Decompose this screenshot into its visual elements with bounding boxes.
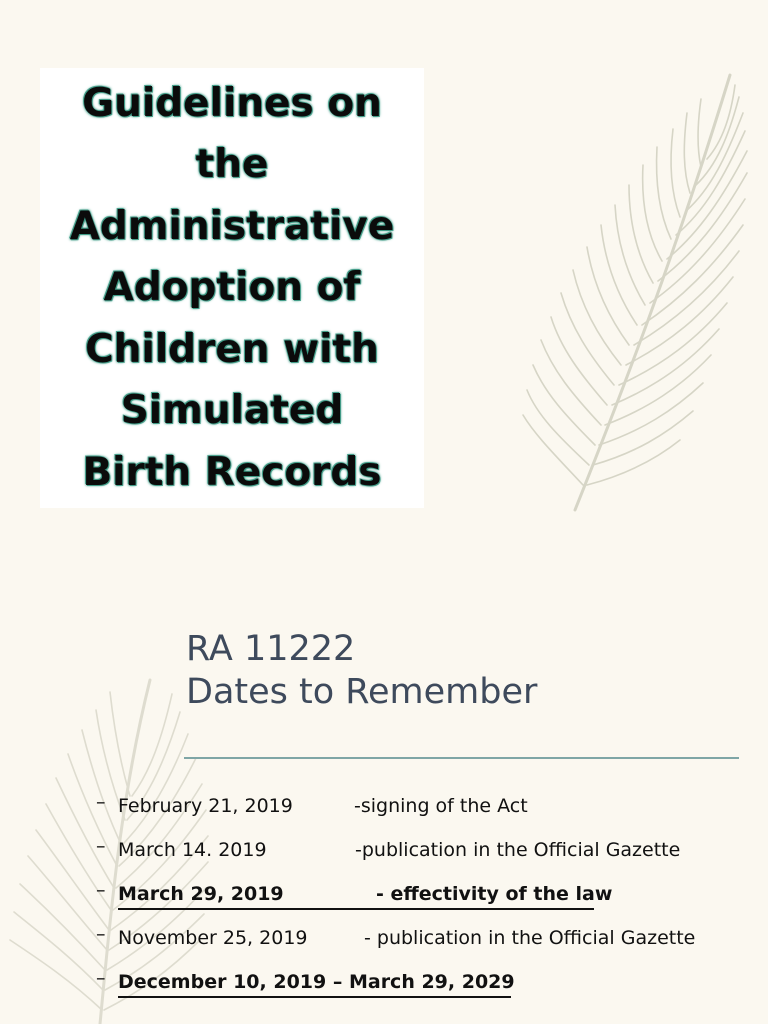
underline bbox=[118, 996, 511, 998]
date-value: December 10, 2019 – March 29, 2029 bbox=[118, 971, 515, 993]
date-description: -publication in the Official Gazette bbox=[355, 839, 681, 861]
title-line: the bbox=[195, 142, 269, 188]
section-heading-line-1: RA 11222 bbox=[186, 629, 356, 669]
title-line: Children with bbox=[85, 326, 379, 372]
date-item bbox=[96, 788, 756, 832]
date-description: - effectivity of the law bbox=[376, 883, 613, 905]
divider-rule bbox=[184, 757, 739, 759]
date-value: March 29, 2019 bbox=[118, 883, 284, 905]
underline bbox=[118, 908, 594, 910]
date-value: November 25, 2019 bbox=[118, 927, 308, 949]
date-description: -signing of the Act bbox=[354, 795, 528, 817]
date-item bbox=[96, 920, 756, 964]
bullet-dash: – bbox=[96, 967, 106, 989]
date-description: - publication in the Official Gazette bbox=[364, 927, 696, 949]
date-item bbox=[96, 876, 756, 920]
date-item bbox=[96, 832, 756, 876]
date-item bbox=[96, 964, 756, 1008]
feather-decoration-icon bbox=[515, 55, 765, 525]
section-heading-line-2: Dates to Remember bbox=[186, 672, 538, 712]
slide-title bbox=[70, 73, 395, 504]
title-line: Administrative bbox=[69, 203, 395, 249]
bullet-dash: – bbox=[96, 923, 106, 945]
title-line: Adoption of bbox=[103, 265, 361, 311]
title-line: Birth Records bbox=[82, 449, 382, 495]
section-heading bbox=[186, 628, 537, 714]
title-line: Simulated bbox=[120, 388, 344, 434]
bullet-dash: – bbox=[96, 879, 106, 901]
title-line: Guidelines on bbox=[82, 80, 382, 126]
dates-list bbox=[96, 788, 756, 1008]
date-value: February 21, 2019 bbox=[118, 795, 293, 817]
title-box bbox=[40, 68, 424, 508]
bullet-dash: – bbox=[96, 835, 106, 857]
bullet-dash: – bbox=[96, 791, 106, 813]
date-value: March 14. 2019 bbox=[118, 839, 267, 861]
